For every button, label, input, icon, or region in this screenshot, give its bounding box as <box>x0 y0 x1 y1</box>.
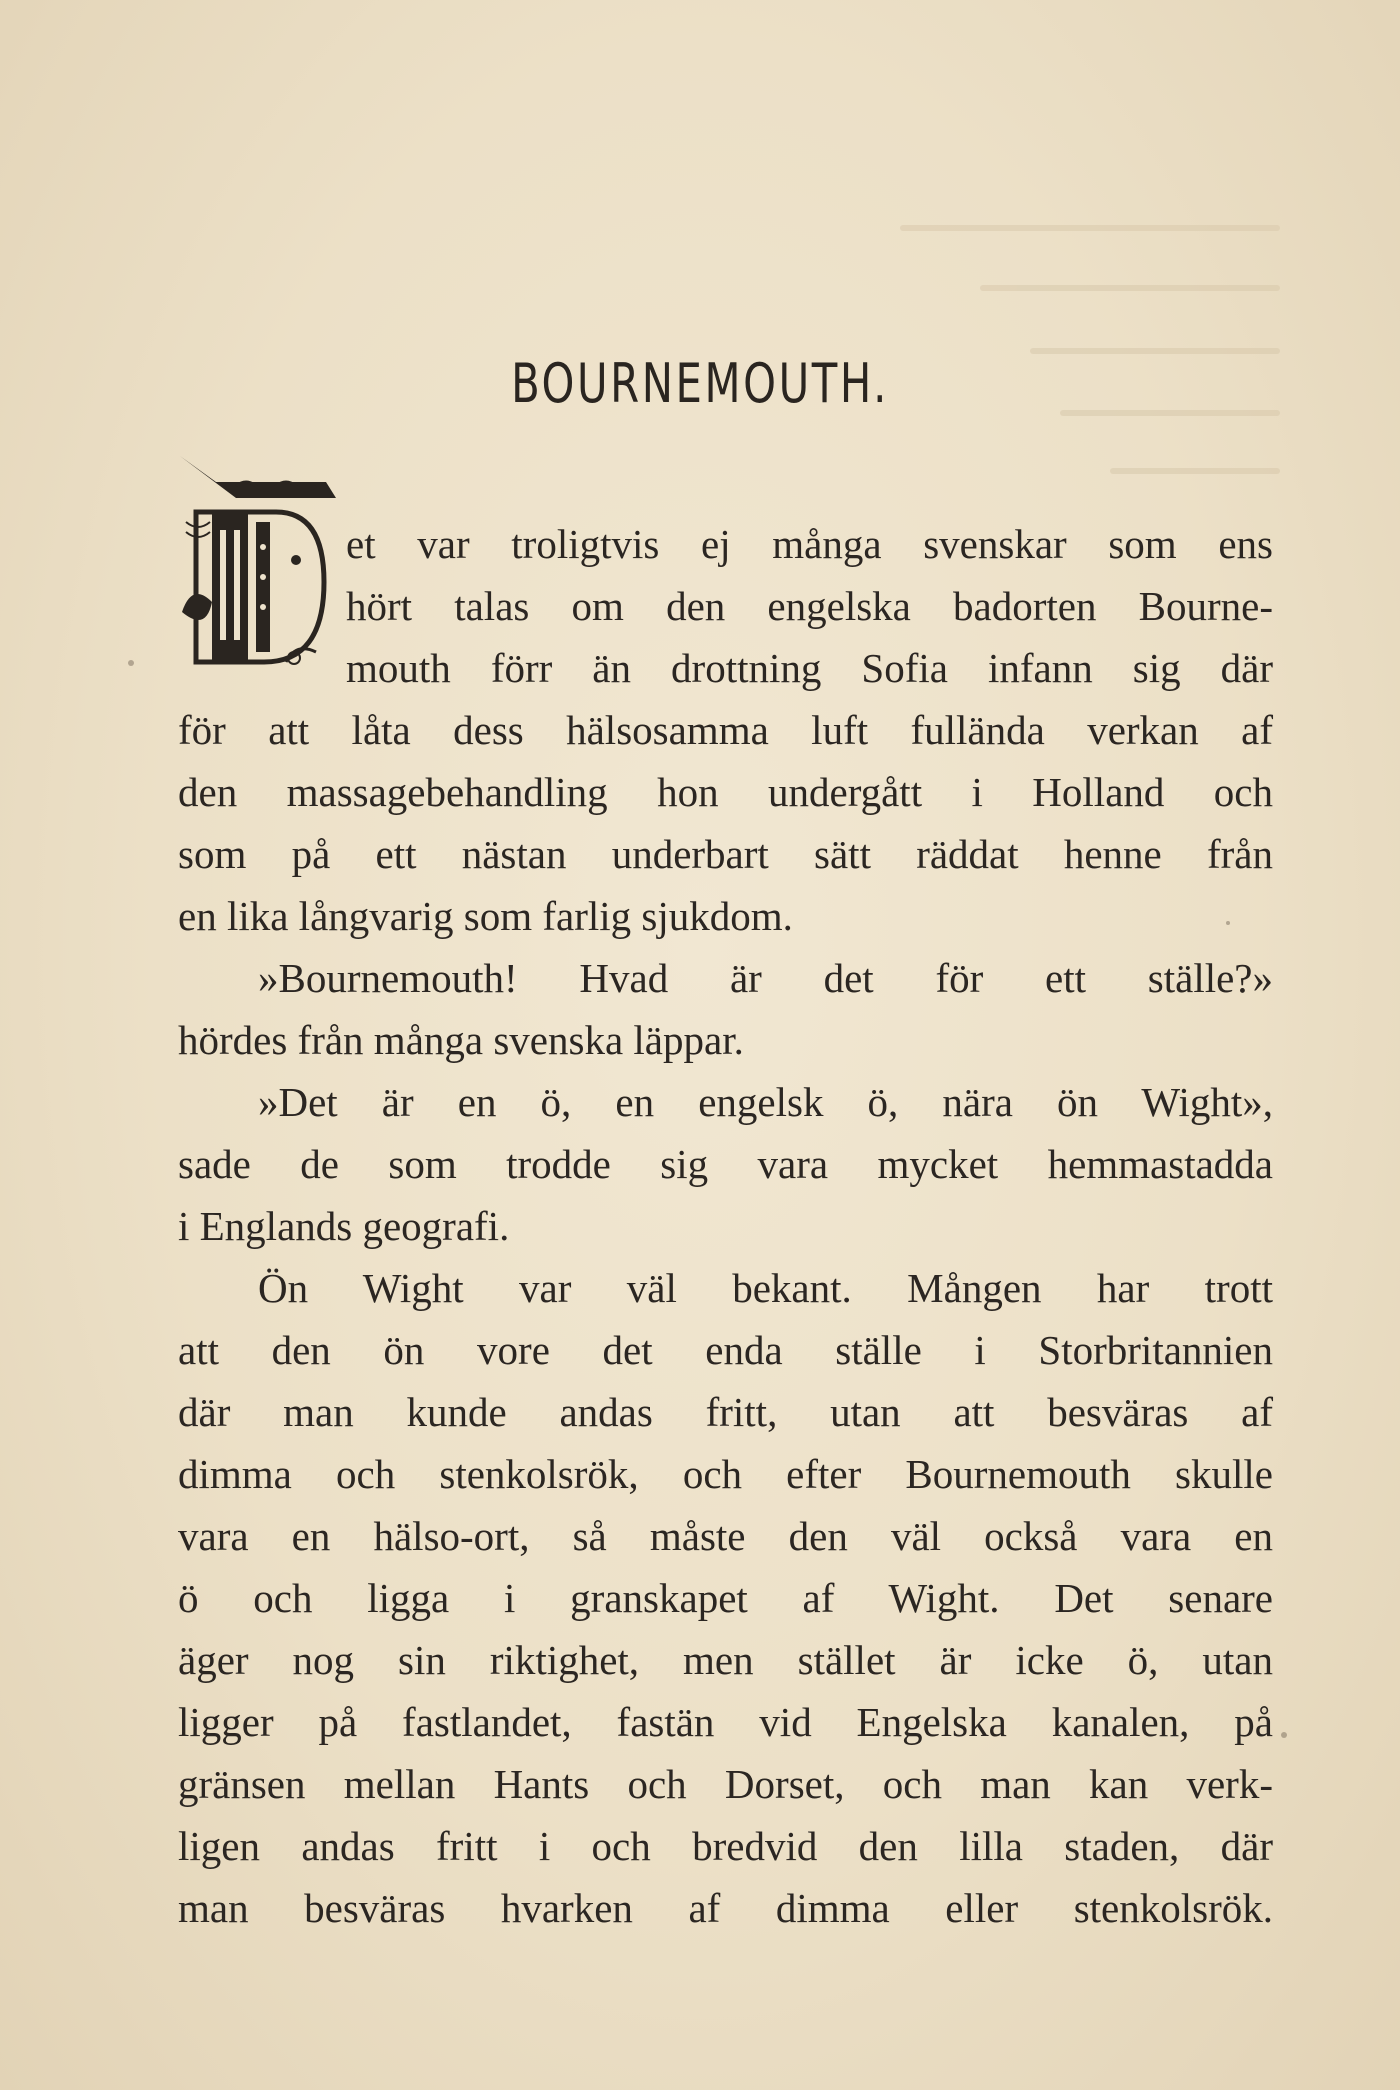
drop-cap-letter: D <box>176 452 177 453</box>
text-line: i Englands geografi. <box>178 1203 510 1249</box>
text-line: et var troligtvis ej många svenskar som ens <box>346 521 1273 567</box>
text-line: ligger på fastlandet, fastän vid Engelska kanalen, på <box>178 1699 1273 1745</box>
text-line: en lika långvarig som farlig sjukdom. <box>178 893 793 939</box>
text-line: som på ett nästan underbart sätt räddat henne från <box>178 831 1273 877</box>
chapter-title: BOURNEMOUTH. <box>511 352 889 415</box>
text-line: sade de som trodde sig vara mycket hemmastadda <box>178 1141 1273 1187</box>
text-line: där man kunde andas fritt, utan att besväras af <box>178 1389 1273 1435</box>
text-line: »Bournemouth! Hvad är det för ett ställe?» <box>258 955 1273 1001</box>
text-line: mouth förr än drottning Sofia infann sig där <box>346 645 1273 691</box>
text-line: att den ön vore det enda ställe i Storbritannien <box>178 1327 1273 1373</box>
text-line: ligen andas fritt i och bredvid den lilla staden, där <box>178 1823 1273 1869</box>
text-line: äger nog sin riktighet, men stället är icke ö, utan <box>178 1637 1273 1683</box>
text-line: hördes från många svenska läppar. <box>178 1017 744 1063</box>
text-line: Ön Wight var väl bekant. Mången har trott <box>258 1265 1273 1311</box>
text-line: man besväras hvarken af dimma eller stenkolsrök. <box>178 1885 1273 1931</box>
text-line: dimma och stenkolsrök, och efter Bournemouth skulle <box>178 1451 1273 1497</box>
text-line: vara en hälso-ort, så måste den väl också vara en <box>178 1513 1273 1559</box>
text-line: gränsen mellan Hants och Dorset, och man kan verk- <box>178 1761 1273 1807</box>
text-line: ö och ligga i granskapet af Wight. Det senare <box>178 1575 1273 1621</box>
ornamental-drop-cap-d-icon <box>176 452 336 682</box>
text-line: den massagebehandling hon undergått i Holland och <box>178 769 1273 815</box>
text-line: »Det är en ö, en engelsk ö, nära ön Wight», <box>258 1079 1273 1125</box>
text-line: för att låta dess hälsosamma luft fullända verkan af <box>178 707 1273 753</box>
text-line: hört talas om den engelska badorten Bourne- <box>346 583 1273 629</box>
